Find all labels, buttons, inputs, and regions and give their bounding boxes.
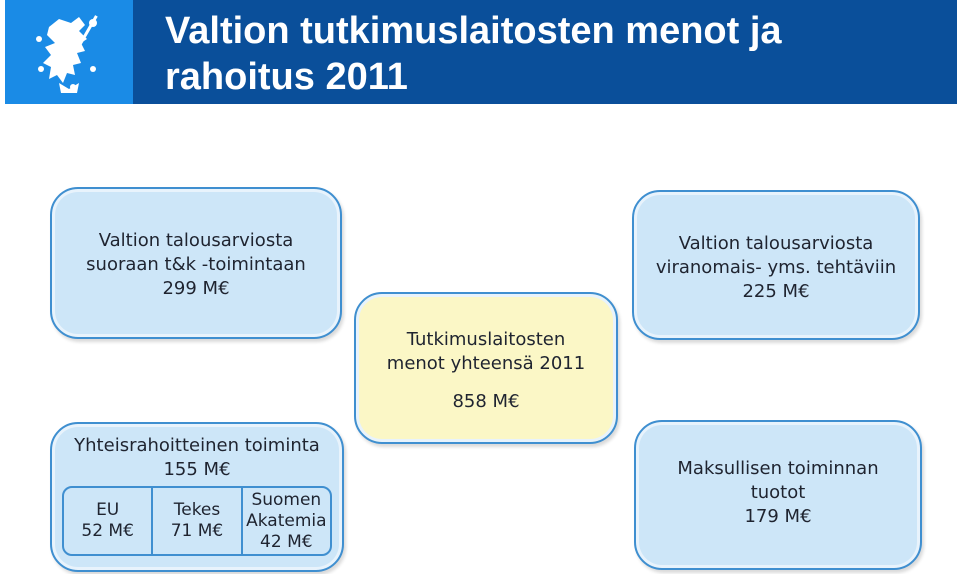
budget-rd-box: [50, 187, 342, 339]
cofunded-activity-box: [50, 422, 344, 572]
cofunded-part-academy: [241, 488, 330, 554]
cofunded-part-tekes: [151, 488, 240, 554]
paid-services-line1: Maksullisen toiminnan: [677, 458, 879, 479]
tekes-amount: 71 M€: [170, 521, 224, 541]
budget-rd-line1: Valtion talousarviosta: [98, 230, 294, 251]
paid-services-amount: 179 M€: [744, 506, 812, 527]
cofunded-part-eu: [64, 488, 151, 554]
page-title-line2: rahoitus 2011: [165, 56, 408, 98]
budget-authority-amount: 225 M€: [742, 281, 810, 302]
page-title: [165, 8, 945, 100]
tekes-label: Tekes: [173, 500, 221, 520]
academy-amount: 42 M€: [260, 531, 313, 552]
budget-authority-line1: Valtion talousarviosta: [678, 233, 874, 254]
paid-services-box: [634, 420, 922, 570]
page-title-line1: Valtion tutkimuslaitosten menot ja: [165, 10, 782, 52]
total-amount: 858 M€: [452, 391, 520, 412]
paid-services-line2: tuotot: [750, 482, 806, 503]
eu-label: EU: [96, 500, 120, 520]
academy-label-2: Akatemia: [246, 510, 327, 531]
cofunded-breakdown: [62, 486, 332, 556]
total-line1: Tutkimuslaitosten: [406, 329, 566, 350]
budget-rd-amount: 299 M€: [162, 278, 230, 299]
eu-amount: 52 M€: [81, 521, 134, 541]
lion-coat-of-arms-icon: [29, 9, 109, 95]
budget-authority-box: [632, 190, 920, 340]
total-line2: menot yhteensä 2011: [386, 353, 586, 374]
total-expenditure-box: [354, 292, 618, 444]
cofunded-line1: Yhteisrahoitteinen toiminta: [74, 435, 320, 456]
logo: [5, 0, 133, 104]
budget-rd-line2: suoraan t&k -toimintaan: [86, 254, 306, 275]
cofunded-amount: 155 M€: [163, 459, 231, 480]
academy-label-1: Suomen: [251, 489, 322, 510]
budget-authority-line2: viranomais- yms. tehtäviin: [655, 257, 897, 278]
